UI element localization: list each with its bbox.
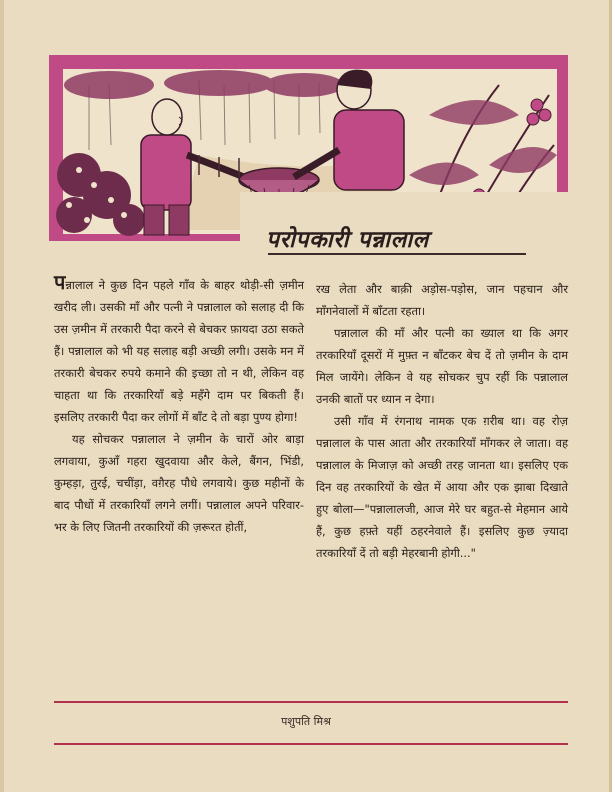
paragraph: पन्नालाल की माँ और पत्नी का ख्याल था कि अगर तरकारियाँ दूसरों में मुफ़्त न बाँटकर बेच दें तो ज़मीन के दाम मिल जायेंगे। लेकिन वे यह सोचकर चुप रहीं कि पन्नालाल उनकी बातों पर ध्यान न देगा। bbox=[316, 326, 568, 406]
paragraph: यह सोचकर पन्नालाल ने ज़मीन के चारों ओर बाड़ा लगवाया, कुआँ गहरा खुदवाया और केले, बैंगन, भिंडी, कुम्हड़ा, तुरई, चचींड़ा, वग़ैरह पौधे लगवाये। कुछ महीनों के बाद पौधों में तरकारियाँ लगने लगीं। पन्नालाल अपने परिवार-भर के लिए जितनी तरकारियों की ज़रूरत होतीं, bbox=[54, 432, 304, 534]
footer-rule-bottom bbox=[54, 743, 568, 745]
left-column bbox=[54, 270, 304, 538]
drop-cap: प bbox=[54, 270, 66, 294]
paragraph: रख लेता और बाक़ी अड़ोस-पड़ोस, जान पहचान और माँगनेवालों में बाँटता रहता। bbox=[316, 282, 568, 318]
paragraph-text: न्नालाल ने कुछ दिन पहले गाँव के बाहर थोड़ी-सी ज़मीन खरीद ली। उसकी माँ और पत्नी ने पन्नालाल को सलाह दी कि उस ज़मीन में तरकारी पैदा करने से बेचकर फ़ायदा उठा सकते हैं। पन्नालाल को भी यह सलाह बड़ी अच्छी लगी। उसके मन में तरकारी बेचकर रुपये कमाने की इच्छा तो न थी, लेकिन वह चाहता था कि तरकारियाँ बड़े महँगे दाम पर बिकती हैं। इसलिए तरकारी पैदा कर लोगों में बाँट दे तो बड़ा पुण्य होगा! bbox=[54, 278, 304, 424]
title-underline bbox=[268, 253, 526, 255]
footer-rule-top bbox=[54, 701, 568, 703]
story-title: परोपकारी पन्नालाल bbox=[266, 226, 429, 253]
right-column bbox=[316, 278, 568, 564]
author-name: पशुपति मिश्र bbox=[281, 715, 331, 728]
paragraph bbox=[54, 270, 304, 428]
paragraph: उसी गाँव में रंगनाथ नामक एक ग़रीब था। वह रोज़ पन्नालाल के पास आता और तरकारियाँ माँगकर ले जाता। वह पन्नालाल के मिजाज़ को अच्छी तरह जानता था। इसलिए एक दिन वह तरकारियों के खेत में आया और एक झाबा दिखाते हुए बोला—"पन्नालालजी, आज मेरे घर बहुत-से मेहमान आये हैं, कुछ हफ़्ते यहीं ठहरनेवाले हैं। इसलिए कुछ ज़्यादा तरकारियाँ दें तो बड़ी मेहरबानी होगी..." bbox=[316, 414, 568, 560]
